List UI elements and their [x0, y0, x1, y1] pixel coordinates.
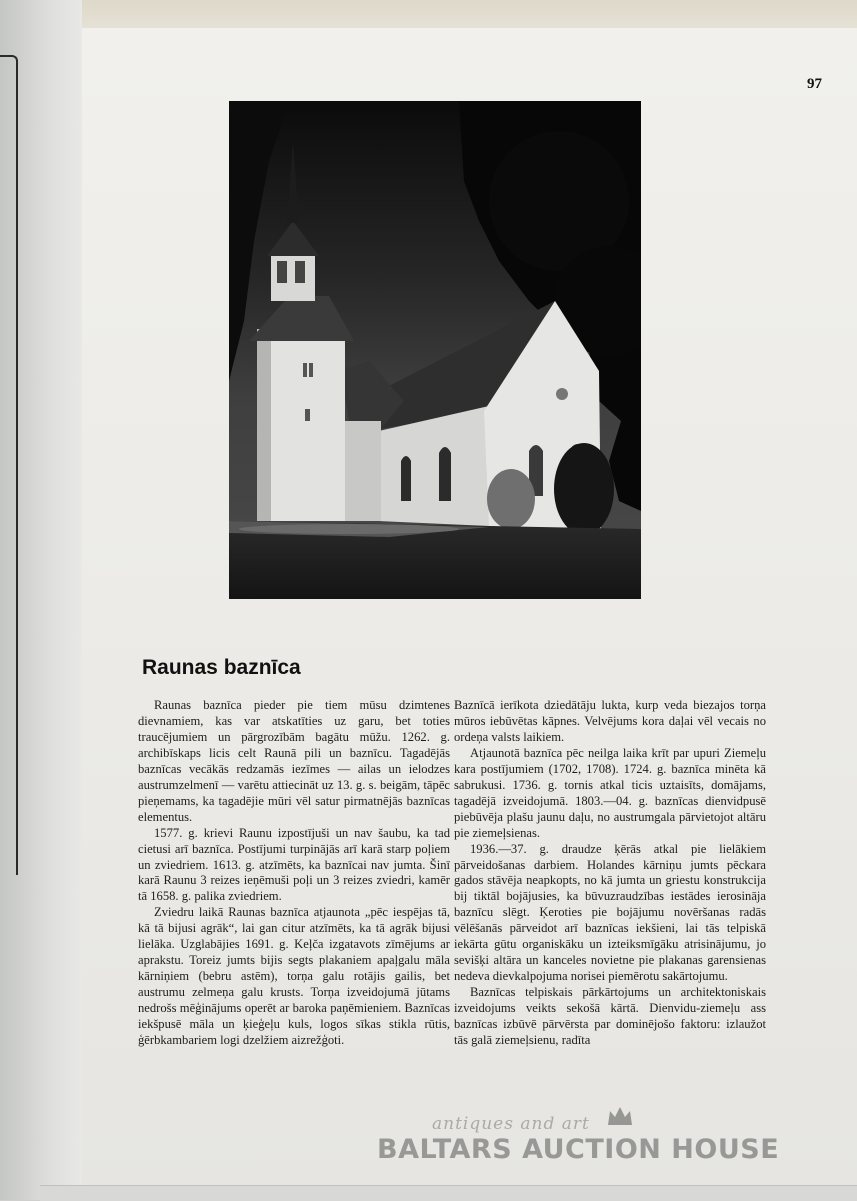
paragraph: 1936.—37. g. draudze ķērās atkal pie lielākiem pārveidošanas darbiem. Holandes kārniņu jumts pēckara gados stāvēja neapkopts, no kā jumta un griestu konstrukcija bij tiktāl bojājusies, ka būvuzraudzības iestādes ierosināja baznīcu slēgt. Ķeroties pie bojājumu novēršanas radās vēlēšanās pārveidot arī baznīcas iekšieni, lai tās telpiskā iekārta gūtu organiskāku un izteiksmīgāku atrisinājumu, jo sevišķi altāra un kanceles novietne pie plakanas garensienas nedeva dievkalpojuma norisei piemērotu sakārtojumu.: [454, 841, 766, 984]
paragraph: Baznīcas telpiskais pārkārtojums un architektoniskais izveidojums veikts sekošā kārtā. Dienvidu-ziemeļu ass baznīcas izbūvē pārvērsta par dominējošo faktoru: izlaužot tās galā ziemeļsienu, radīta: [454, 985, 766, 1048]
watermark-tagline: antiques and art: [432, 1114, 590, 1134]
church-photo-image: [229, 101, 641, 599]
bottom-page-edge: [40, 1185, 857, 1201]
watermark: [377, 1106, 797, 1196]
paragraph: Baznīcā ierīkota dziedātāju lukta, kurp veda biezajos torņa mūros iebūvētas kāpnes. Velvējums kora daļai vēl vecais no ordeņa valsts laikiem.: [454, 698, 766, 744]
paragraph: Zviedru laikā Raunas baznīca atjaunota „pēc iespējas tā, kā tā bijusi agrāk“, lai gan citur atzīmēts, ka tā agrāk bijusi lielāka. Uzglabājies 1691. g. Keļča izgatavots zīmējums ar aprakstu. Toreiz jumts bijis segts plakaniem apaļgalu māla kārniņiem (bebru astēm), torņa galu rotājis gailis, bet austrumu zelmeņa galu krusts. Torņa izveidojumā jūtams nedrošs mēģinājums operēt ar baroka paņēmieniem. Baznīcas iekšpusē māla un ķieģeļu kuls, logos sīkas stikla rūtis, ģērbkambariem logi dzelžiem aizrežģoti.: [138, 905, 450, 1048]
facing-page-frame: [0, 55, 18, 875]
facing-page-edge: [0, 0, 83, 1200]
paragraph: Raunas baznīca pieder pie tiem mūsu dzimtenes dievnamiem, kas var atskatīties uz garu, bet toties traucējumiem un pārgrozībām bagātu mūžu. 1262. g. archibīskaps licis celt Raunā pili un baznīcu. Tagadējās baznīcas vecākās redzamās iezīmes — ailas un ielodzes austrumzelmenī — varētu attiecināt uz 13. g. s. beigām, tāpēc pieņemams, ka tagadējie mūri vēl satur pirmatnējās baznīcas elementus.: [138, 698, 450, 824]
book-page: [82, 28, 857, 1200]
text-column-right: [454, 698, 766, 1049]
church-photo: [229, 101, 641, 599]
article-title: Raunas baznīca: [142, 656, 301, 679]
top-page-edge: [82, 0, 857, 31]
text-column-left: [138, 698, 450, 1049]
watermark-name: BALTARS AUCTION HOUSE: [377, 1134, 780, 1165]
paragraph: Atjaunotā baznīca pēc neilga laika krīt par upuri Ziemeļu kara postījumiem (1702, 1708). 1724. g. baznīca minēta kā sabrukusi. 1736. g. tornis atkal ticis uztaisīts, domājams, tagadējā izveidojumā. 1803.—04. g. baznīcas dienvidpusē piebūvēja plašu jaunu daļu, no austrumgala pārvietojot altāru pie ziemeļsienas.: [454, 745, 766, 840]
crown-icon: [607, 1106, 633, 1126]
paragraph: 1577. g. krievi Raunu izpostījuši un nav šaubu, ka tad cietusi arī baznīca. Postījumi turpinājās arī karā starp poļiem un zviedriem. 1613. g. atzīmēts, ka baznīcai nav jumta. Šinī karā Raunu 3 reizes ieņēmuši poļi un 3 reizes zviedri, kamēr tā 1658. g. palika zviedriem.: [138, 825, 450, 904]
page-number: 97: [807, 76, 822, 92]
